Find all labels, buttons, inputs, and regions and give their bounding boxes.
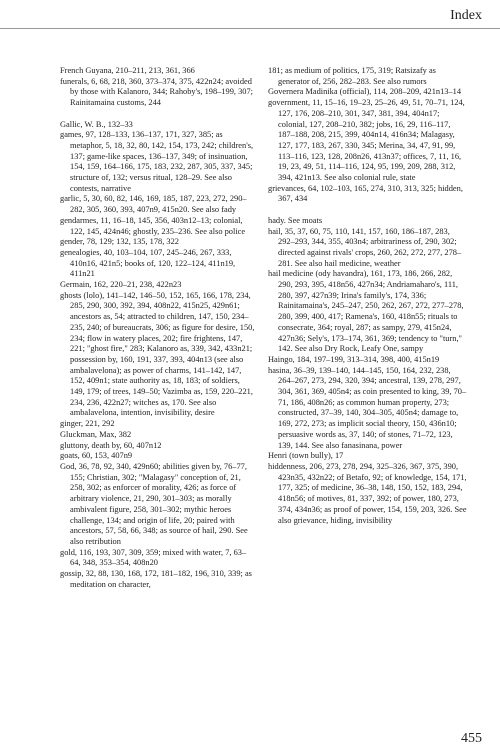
index-entry: hasina, 36–39, 139–140, 144–145, 150, 164, 232, 238, 264–267, 273, 294, 320, 394; ancestral, 139, 278, 297, 304, 361, 369, 405n4; as coin presented to king, 39, 70–71, 186, 408n26; as common human property, 273; constructed, 37–39, 140, 304–305, 405n4; damage to, 169, 272, 273; as implicit social theory, 150, 436n10; persuasive words as, 37, 140; of stones, 71–72, 123, 139, 144. See also fanasinana, power [268, 365, 467, 450]
index-entry: gendarmes, 11, 16–18, 145, 356, 403n12–13; colonial, 122, 145, 424n46; ghostly, 235–236. See also police [60, 215, 246, 236]
index-entry: God, 36, 78, 92, 340, 429n60; abilities given by, 76–77, 155; Christian, 302; "Malagasy" conception of, 21, 258, 302; as enforcer of morality, 426; as force of arbitrary violence, 21, 290, 301–303; as morally ambivalent figure, 258, 301–302; mythic heroes challenge, 134; and origin of life, 20; paired with ancestors, 57, 58, 66, 348; as source of hail, 290. See also retribution [60, 462, 248, 546]
index-entry: Germain, 162, 220–21, 238, 422n23 [60, 280, 182, 290]
index-entry: Gallic, W. B., 132–33 [60, 119, 133, 129]
index-entry: hail medicine (ody havandra), 161, 173, 186, 266, 282, 290, 293, 395, 418n56, 427n34; Andriamaharo's, 111, 280, 397, 427n39; Irina's family's, 174, 336; Rainitamaina's, 245–247, 250, 262, 267, 272, 277–278, 280, 399, 400, 417; Ramena's, 160, 418n55; rituals to consecrate, 364; royal, 287; as sampy, 279, 415n24, 427n36; Sely's, 173–174, 361, 369; tendency to "turn," 142. See also Dry Rock, Leafy One, sampy [268, 269, 464, 354]
index-column-right [268, 66, 468, 526]
index-entry: games, 97, 128–133, 136–137, 171, 327, 385; as metaphor, 5, 18, 32, 80, 142, 154, 173, 242; children's, 137; game-like spaces, 136–137, 349; of insinuation, 154, 159, 164–166, 175, 183, 232, 287, 305, 337, 345; structure of, 132; versus ritual, 128–29. See also contests, narrative [60, 130, 254, 193]
index-entry: 181; as medium of politics, 175, 319; Ratsizafy as generator of, 256, 282–283. See also rumors [268, 66, 436, 86]
index-entry: funerals, 6, 68, 218, 360, 373–374, 375, 422n24; avoided by those with Kalanoro, 344; Rahoby's, 198–199, 307; Rainitamaina customs, 244 [60, 76, 253, 108]
index-entry: goats, 60, 153, 407n9 [60, 451, 133, 461]
index-entry: Governera Madinika (official), 114, 208–209, 421n13–14 [268, 87, 462, 97]
index-entry: ginger, 221, 292 [60, 419, 115, 429]
index-entry: Henri (town bully), 17 [268, 451, 344, 461]
index-entry: hady. See moats [268, 215, 323, 225]
index-entry: grievances, 64, 102–103, 165, 274, 310, 313, 325; hidden, 367, 434 [268, 183, 463, 204]
index-column-left [60, 66, 256, 590]
index-entry: French Guyana, 210–211, 213, 361, 366 [60, 66, 195, 75]
page-number: 455 [461, 731, 482, 746]
index-entry: gold, 116, 193, 307, 309, 359; mixed with water, 7, 63–64, 348, 353–354, 408n20 [60, 547, 247, 568]
index-entry: gender, 78, 129; 132, 135, 178, 322 [60, 237, 179, 247]
index-entry: garlic, 5, 30, 60, 82, 146, 169, 185, 187, 223, 272, 290–282, 305, 360, 393, 407n9, 415n20. See also fady [60, 194, 247, 215]
index-entry: hiddenness, 206, 273, 278, 294, 325–326, 367, 375, 390, 423n35, 432n22; of Betafo, 92; of knowledge, 154, 171, 177, 325; of medicine, 36–38, 148, 150, 152, 183, 294, 418n56; of motives, 81, 337, 392; of power, 180, 273, 374, 434n36; as proof of power, 154, 159, 203, 326. See also grievance, hiding, invisibility [268, 462, 467, 525]
index-entry: genealogies, 40, 103–104, 107, 245–246, 267, 333, 410n16, 421n5; books of, 120, 122–124, 411n19, 411n21 [60, 247, 236, 279]
index-entry: gossip, 32, 88, 130, 168, 172, 181–182, 196, 310, 339; as meditation on character, [60, 569, 252, 589]
index-entry: Gluckman, Max, 382 [60, 429, 132, 439]
running-head: Index [450, 8, 482, 23]
header-rule [0, 28, 500, 29]
index-entry: government, 11, 15–16, 19–23, 25–26, 49, 51, 70–71, 124, 127, 176, 208–210, 301, 347, 381, 394, 404n17; colonial, 127, 208–210, 382; jobs, 16, 29, 116–117, 187–188, 208, 215, 399, 404n14, 416n34; Malagasy, 127, 177, 183, 267, 330, 345; Merina, 34, 47, 91, 99, 113–116, 123, 128, 208n26, 413n37; offices, 7, 11, 16, 19, 23, 49, 51, 114–116, 124, 95, 199, 209, 288, 312, 394, 421n13. See also colonial rule, state [268, 98, 465, 183]
section-gap [268, 205, 468, 216]
section-gap [60, 109, 256, 120]
index-entry: gluttony, death by, 60, 407n12 [60, 440, 162, 450]
index-entry: hail, 35, 37, 60, 75, 110, 141, 157, 160, 186–187, 283, 292–293, 344, 355, 403n4; arbitrariness of, 290, 302; directed against rivals' crops, 260, 262, 272, 277, 278–281. See also hail medicine, weather [268, 226, 462, 268]
index-entry: ghosts (lolo), 141–142, 146–50, 152, 165, 166, 178, 234, 285, 290, 300, 392, 394, 408n22, 415n25, 429n61; ancestors as, 54; attracted to children, 147, 150, 234–235, 240; of bureaucrats, 306; as figure for desire, 150, 234; flow in watery places, 202; fire frightens, 147, 221; "ghost fire," 283; Kalanoro as, 339, 342, 433n21; possession by, 160, 191, 337, 393, 404n13 (see also ambalavelona); as power of charms, 141–142, 147, 152, 409n1; state authority as, 18, 183; of soldiers, 149, 179; of trees, 149–50; Vazimba as, 159, 220–221, 234, 236, 422n27; witches as, 170. See also ambalavelona, intention, invisibility, desire [60, 290, 255, 418]
index-entry: Haingo, 184, 197–199, 313–314, 398, 400, 415n19 [268, 354, 440, 364]
